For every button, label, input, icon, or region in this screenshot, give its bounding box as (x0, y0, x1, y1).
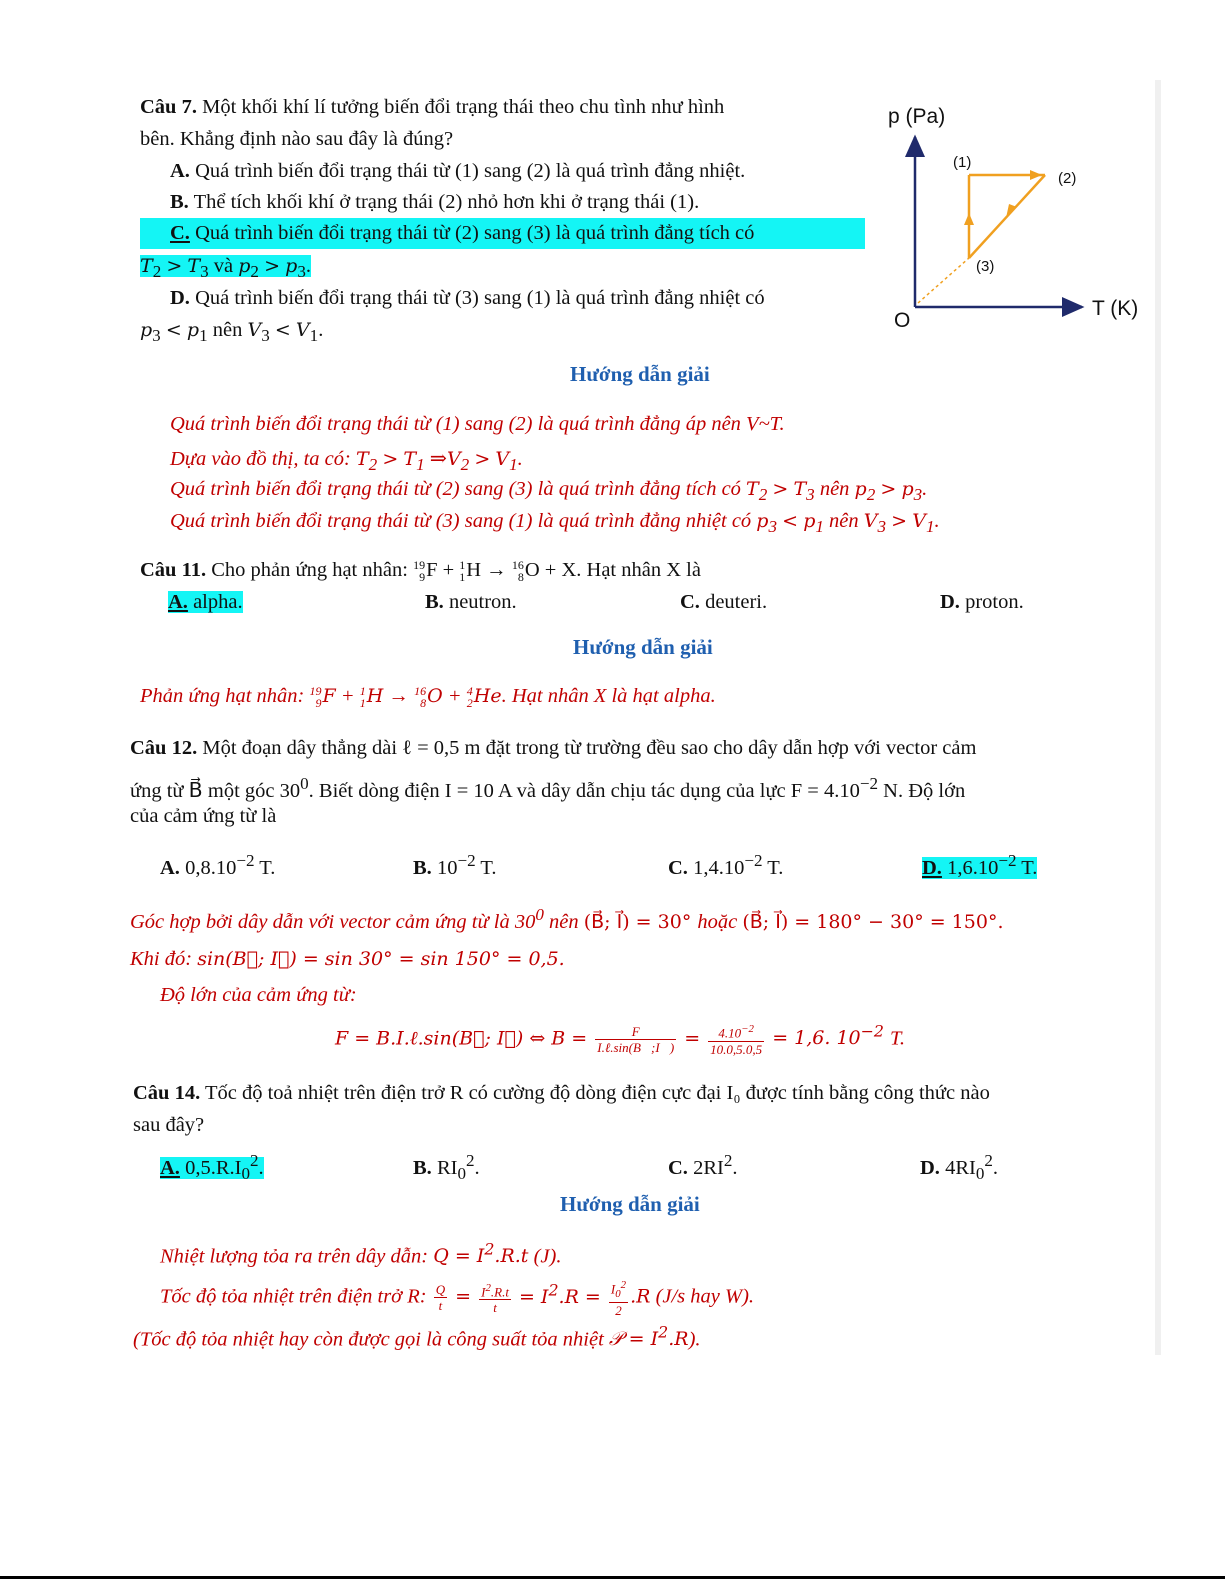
q7-solution-line1: Quá trình biến đổi trạng thái từ (1) sang (2) là quá trình đẳng áp nên V~T. (170, 413, 785, 435)
q7-solution-line3: Quá trình biến đổi trạng thái từ (2) sang (3) là quá trình đẳng tích có $T_2 > T_3$ nên $p_2 > p_3$. (170, 478, 928, 505)
page-bottom-border (0, 1576, 1225, 1579)
q7-option-c[interactable]: C. Quá trình biến đổi trạng thái từ (2) sang (3) là quá trình đẳng tích có (140, 218, 865, 249)
state-2-label: (2) (1058, 170, 1077, 187)
q7-option-b[interactable]: B. Thể tích khối khí ở trạng thái (2) nhỏ hơn khi ở trạng thái (1). (170, 191, 700, 213)
q11-option-a[interactable]: A. alpha. (168, 591, 243, 613)
q7-option-a[interactable]: A. Quá trình biến đổi trạng thái từ (1) sang (2) là quá trình đẳng nhiệt. (170, 160, 746, 182)
q14-solution-line1: Nhiệt lượng tỏa ra trên dây dẫn: $Q = I^2.R.t$ (J). (160, 1240, 562, 1268)
x-axis-label: T (K) (1092, 297, 1139, 320)
q12-stem-line3: của cảm ứng từ là (130, 805, 277, 827)
q11-option-c[interactable]: C. deuteri. (680, 591, 768, 613)
q12-solution-line3: Độ lớn của cảm ứng từ: (160, 984, 357, 1006)
q7-stem-line1: Câu 7. Một khối khí lí tưởng biến đổi trạng thái theo chu tình như hình (140, 96, 725, 118)
q7-stem-line2: bên. Khẳng định nào sau đây là đúng? (140, 128, 454, 150)
q11-solution-title: Hướng dẫn giải (573, 635, 713, 659)
q12-stem-line2: ứng từ B⃗ một góc $30^0$. Biết dòng điện I = 10 A và dây dẫn chịu tác dụng của lực $F = 4.10^{-2}$ N. Độ lớn (130, 774, 966, 802)
state-1-label: (1) (953, 154, 972, 171)
q14-option-b[interactable]: B. $RI_0^2$. (413, 1151, 480, 1183)
q11-solution-line1: Phản ứng hạt nhân: 19 9 F + 1 1 H → 16 8 O + 4 2 He. Hạt nhân X là hạt alpha. (140, 684, 716, 711)
p-t-graph (880, 95, 1160, 340)
q12-stem-line1: Câu 12. Một đoạn dây thẳng dài ℓ = 0,5 m đặt trong từ trường đều sao cho dây dẫn hợp với vector cảm (130, 737, 977, 759)
y-axis-label: p (Pa) (888, 105, 946, 128)
q12-option-c[interactable]: C. $1,4.10^{-2}$ T. (668, 851, 784, 879)
q7-solution-line4: Quá trình biến đổi trạng thái từ (3) sang (1) là quá trình đẳng nhiệt có $p_3 < p_1$ nên $V_3 > V_1$. (170, 510, 940, 537)
q7-label: Câu 7. (140, 96, 197, 118)
q11-option-d[interactable]: D. proton. (940, 591, 1024, 613)
q14-option-c[interactable]: C. $2RI^2$. (668, 1151, 738, 1179)
q7-option-c-cont: $T_2 > T_3$ và $p_2 > p_3$. (140, 255, 311, 282)
origin-dashed-line (918, 258, 969, 303)
origin-label: O (894, 309, 911, 332)
q7-option-d[interactable]: D. Quá trình biến đổi trạng thái từ (3) sang (1) là quá trình đẳng nhiệt có (170, 287, 765, 309)
q14-stem-line1: Câu 14. Tốc độ toả nhiệt trên điện trở R có cường độ dòng điện cực đại I₀ được tính bằng công thức nào (133, 1082, 990, 1104)
q7-option-d-cont: $p_3 < p_1$ nên $V_3 < V_1$. (140, 319, 324, 346)
q11-stem: Câu 11. Cho phản ứng hạt nhân: 19 9 F + 1 1 H → 16 8 O + X. Hạt nhân X là (140, 558, 701, 585)
state-3-label: (3) (976, 258, 995, 275)
q11-option-b[interactable]: B. neutron. (425, 591, 517, 613)
q14-solution-line3: (Tốc độ tỏa nhiệt hay còn được gọi là công suất tỏa nhiệt 𝒫 = $I^2.R$). (133, 1323, 701, 1351)
q7-solution-line2: Dựa vào đồ thị, ta có: $T_2 > T_1$ $\Rightarrow V_2 > V_1$. (170, 448, 523, 475)
q12-option-a[interactable]: A. $0,8.10^{-2}$ T. (160, 851, 276, 879)
q12-option-b[interactable]: B. $10^{-2}$ T. (413, 851, 497, 879)
q12-solution-line2: Khi đó: sin(B⃗; I⃗) = sin 30° = sin 150° = 0,5. (130, 948, 565, 970)
q12-option-d[interactable]: D. $1,6.10^{-2}$ T. (922, 851, 1038, 879)
q14-option-a[interactable]: A. $0,5.R.I_0^2$. (160, 1151, 264, 1183)
arrow-3-1 (964, 213, 974, 225)
q14-solution-line2: Tốc độ tỏa nhiệt trên điện trở R: $\frac{Q}{t}$ = $\frac{I^2.R.t}{t}$ = $I^2.R$ = $\frac{I_0^2}{2}$ .R (J/s hay W). (160, 1279, 755, 1318)
q7-solution-title: Hướng dẫn giải (570, 362, 710, 386)
q14-option-d[interactable]: D. $4RI_0^2$. (920, 1151, 999, 1183)
q14-solution-title: Hướng dẫn giải (560, 1192, 700, 1216)
q12-solution-line1: Góc hợp bởi dây dẫn với vector cảm ứng từ là $30^0$ nên (B⃗; I⃗) = 30° hoặc (B⃗; I⃗) = 180° − 30° = 150°. (130, 905, 1004, 933)
q12-solution-formula: F = B.I.ℓ.sin(B⃗; I⃗) ⇔ B = $\frac{F}{\text{I.ℓ.sin(B⃗;I⃗)}}$ = $\frac{4.10^{-2}}{10.0,5.0,5}$ = 1,6. $10^{-2}$ T. (335, 1022, 906, 1057)
q14-stem-line2: sau đây? (133, 1114, 205, 1136)
